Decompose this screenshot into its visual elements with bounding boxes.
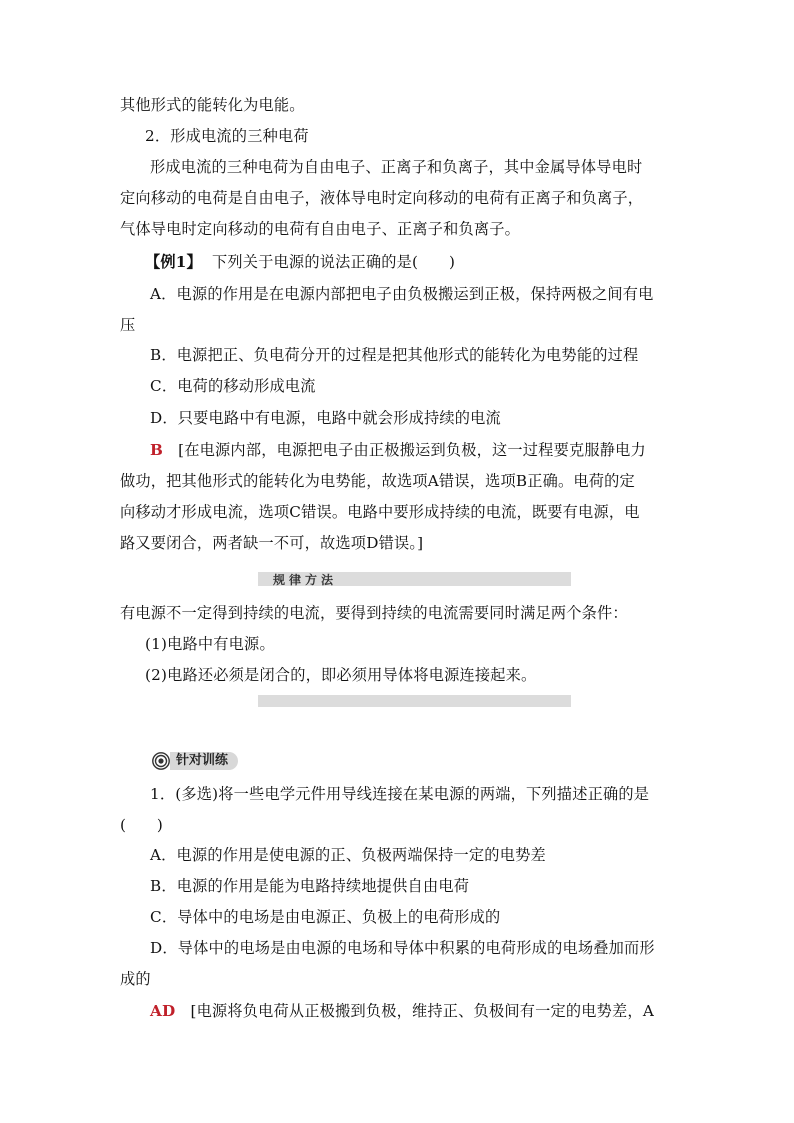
method-item: (2)电路还必须是闭合的，即必须用导体将电源连接起来。: [145, 666, 537, 684]
target-icon: [152, 752, 170, 770]
answer-2-explanation: [电源将负电荷从正极搬到负极，维持正、负极间有一定的电势差，A: [190, 1002, 654, 1020]
method-label: 规律方法: [273, 573, 338, 587]
answer-line: [150, 440, 646, 460]
answer-explanation: [在电源内部，电源把电子由正极搬运到负极，这一过程要克服静电力: [178, 441, 646, 459]
method-item: (1)电路中有电源。: [145, 635, 275, 653]
text-line: 形成电流的三种电荷为自由电子、正离子和负离子，其中金属导体导电时: [150, 158, 643, 176]
example-label: 【例1】: [145, 253, 202, 271]
answer-letter: B: [150, 441, 164, 459]
answer-line: 路又要闭合，两者缺一不可，故选项D错误。]: [120, 534, 424, 552]
section-heading: 2．形成电流的三种电荷: [145, 127, 309, 145]
option-b: B．电源把正、负电荷分开的过程是把其他形式的能转化为电势能的过程: [150, 346, 639, 364]
question-1-cont: ( ): [120, 816, 164, 834]
text-line: 气体导电时定向移动的电荷有自由电子、正离子和负离子。: [120, 220, 521, 238]
example-question: 下列关于电源的说法正确的是( ): [212, 253, 456, 271]
answer-line: 向移动才形成电流，选项C错误。电路中要形成持续的电流，既要有电源，电: [120, 503, 640, 521]
text-line: 定向移动的电荷是自由电子，液体导电时定向移动的电荷有正离子和负离子，: [120, 189, 644, 207]
method-bar-bottom: [258, 695, 571, 707]
q-option-b: B．电源的作用是能为电路持续地提供自由电荷: [150, 877, 470, 895]
answer-2-letter: AD: [150, 1002, 176, 1020]
option-a-cont: 压: [120, 316, 136, 334]
training-label: 针对训练: [170, 752, 238, 770]
q-option-c: C．导体中的电场是由电源正、负极上的电荷形成的: [150, 908, 501, 926]
method-text: 有电源不一定得到持续的电流，要得到持续的电流需要同时满足两个条件：: [120, 604, 628, 622]
option-d: D．只要电路中有电源，电路中就会形成持续的电流: [150, 409, 501, 427]
q-option-d: D．导体中的电场是由电源的电场和导体中积累的电荷形成的电场叠加而形: [150, 939, 655, 957]
answer-2-line: [150, 1001, 654, 1021]
answer-line: 做功，把其他形式的能转化为电势能，故选项A错误，选项B正确。电荷的定: [120, 472, 635, 490]
q-option-d-cont: 成的: [120, 970, 151, 988]
example-heading: [145, 252, 455, 272]
q-option-a: A．电源的作用是使电源的正、负极两端保持一定的电势差: [150, 846, 546, 864]
option-c: C．电荷的移动形成电流: [150, 377, 316, 395]
question-1: 1．(多选)将一些电学元件用导线连接在某电源的两端，下列描述正确的是: [150, 785, 650, 803]
option-a: A．电源的作用是在电源内部把电子由负极搬运到正极，保持两极之间有电: [150, 285, 654, 303]
text-line: 其他形式的能转化为电能。: [120, 96, 305, 114]
